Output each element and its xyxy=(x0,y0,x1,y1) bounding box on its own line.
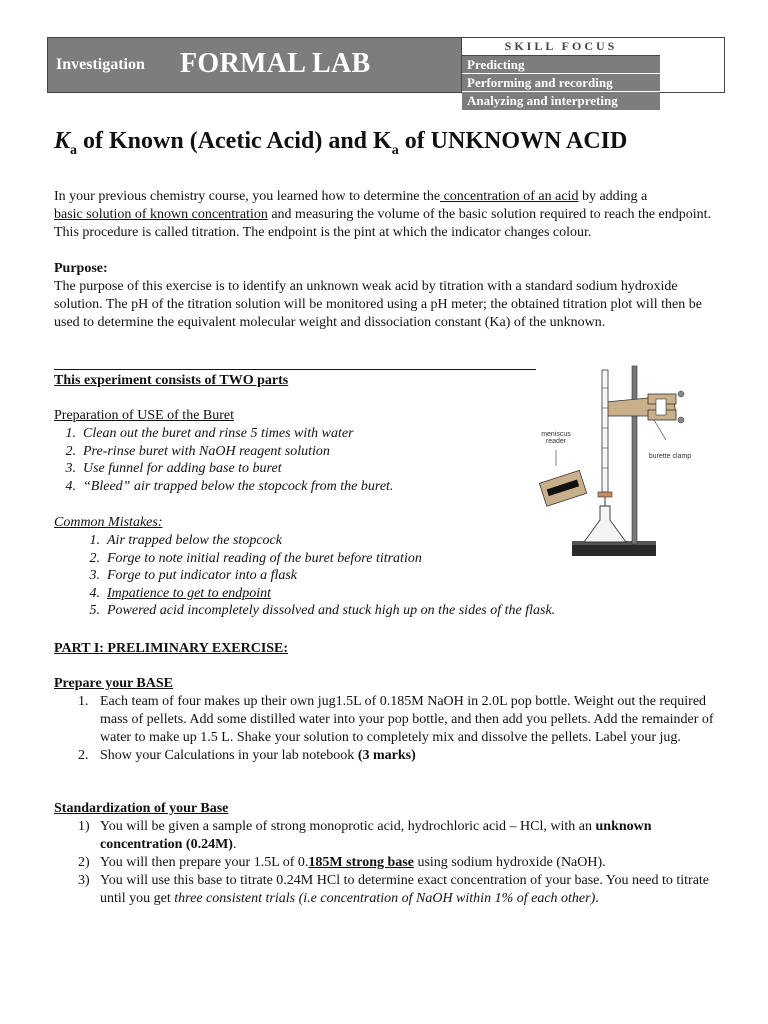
intro-underline-1: concentration of an acid xyxy=(440,189,579,204)
standardization-list xyxy=(78,818,718,908)
meniscus-reader-label: meniscus reader xyxy=(541,431,571,445)
intro-text-3: and measuring the volume of the basic solution required to reach the endpoint. This procedure is called titration. The endpoint is the pint at which the indicator changes colour. xyxy=(54,207,712,240)
page-title xyxy=(54,128,627,159)
skill-predicting: Predicting xyxy=(462,56,660,74)
burette-clamp-label: burette clamp xyxy=(648,453,692,460)
standardization-heading: Standardization of your Base xyxy=(54,801,229,816)
investigation-label: Investigation xyxy=(56,56,145,73)
header-box xyxy=(47,37,725,108)
base-heading: Prepare your BASE xyxy=(54,676,174,691)
list-item: 1. Clean out the buret and rinse 5 times with water xyxy=(65,426,354,441)
list-item: 5. Powered acid incompletely dissolved and stuck high up on the sides of the flask. xyxy=(89,603,556,618)
purpose-heading: Purpose: xyxy=(54,261,108,276)
skill-performing: Performing and recording xyxy=(462,74,660,92)
buret-figure xyxy=(536,358,714,568)
mistakes-heading: Common Mistakes: xyxy=(54,515,163,530)
list-item: 3) You will use this base to titrate 0.24M HCl to determine exact concentration of your base. You need to titrate until you get three consistent trials (i.e concentration of NaOH within 1% of each other). xyxy=(78,873,710,906)
list-item: 1. Air trapped below the stopcock xyxy=(89,533,282,548)
base-list xyxy=(78,693,718,765)
purpose-text: The purpose of this exercise is to identify an unknown weak acid by titration with a standard sodium hydroxide solution. The pH of the titration solution will be monitored using a pH meter; the obtained titration plot will then be used to determine the equivalent molecular weight and dissociation constant (Ka) of the unknown. xyxy=(54,279,702,330)
skill-focus-panel xyxy=(461,38,660,108)
list-item: 3. Forge to put indicator into a flask xyxy=(89,568,298,583)
intro-text-2: by adding a xyxy=(578,189,648,204)
intro-paragraph xyxy=(54,188,714,242)
list-item: 3. Use funnel for adding base to buret xyxy=(65,461,282,476)
list-item: 1. Each team of four makes up their own jug1.5L of 0.185M NaOH in 2.0L pop bottle. Weight out the required mass of pellets. Add some distilled water into your pop bottle, and then add you pellets. Add the remainder of water to make up 1.5 L. Shake your solution to completely mix and dissolve the pellets. Label your jug. xyxy=(78,694,714,745)
list-item: 4. Impatience to get to endpoint xyxy=(89,585,272,601)
list-item: 2. Forge to note initial reading of the buret before titration xyxy=(89,550,422,566)
mistakes-list xyxy=(78,532,555,620)
skill-analyzing: Analyzing and interpreting xyxy=(462,92,660,110)
title-end: of UNKNOWN ACID xyxy=(398,128,628,154)
buret-stand-illustration xyxy=(536,358,714,568)
buret-heading: Preparation of USE of the Buret xyxy=(54,408,235,423)
title-k1: K xyxy=(54,128,71,154)
skill-focus-title: SKILL FOCUS xyxy=(462,38,660,56)
list-item: 2. Show your Calculations in your lab notebook (3 marks) xyxy=(78,748,416,763)
formal-lab-title: FORMAL LAB xyxy=(180,48,371,79)
list-item: 4. “Bleed” air trapped below the stopcock from the buret. xyxy=(65,478,394,494)
intro-underline-2: basic solution of known concentration xyxy=(54,207,268,222)
two-parts-heading: This experiment consists of TWO parts xyxy=(54,373,289,388)
list-item: 2. Pre-rinse buret with NaOH reagent solution xyxy=(65,443,330,459)
list-item: 2) You will then prepare your 1.5L of 0.185M strong base using sodium hydroxide (NaOH). xyxy=(78,855,606,870)
buret-list xyxy=(54,425,393,495)
header-banner xyxy=(48,38,461,92)
title-sub2: a xyxy=(391,142,399,158)
title-sub1: a xyxy=(70,142,78,158)
intro-text-1: In your previous chemistry course, you learned how to determine the xyxy=(54,189,441,204)
title-mid: of Known (Acetic Acid) and K xyxy=(77,128,392,154)
part1-heading: PART I: PRELIMINARY EXERCISE: xyxy=(54,641,289,656)
list-item: 1) You will be given a sample of strong monoprotic acid, hydrochloric acid – HCl, with an unknown concentration (0.24M). xyxy=(78,819,652,852)
